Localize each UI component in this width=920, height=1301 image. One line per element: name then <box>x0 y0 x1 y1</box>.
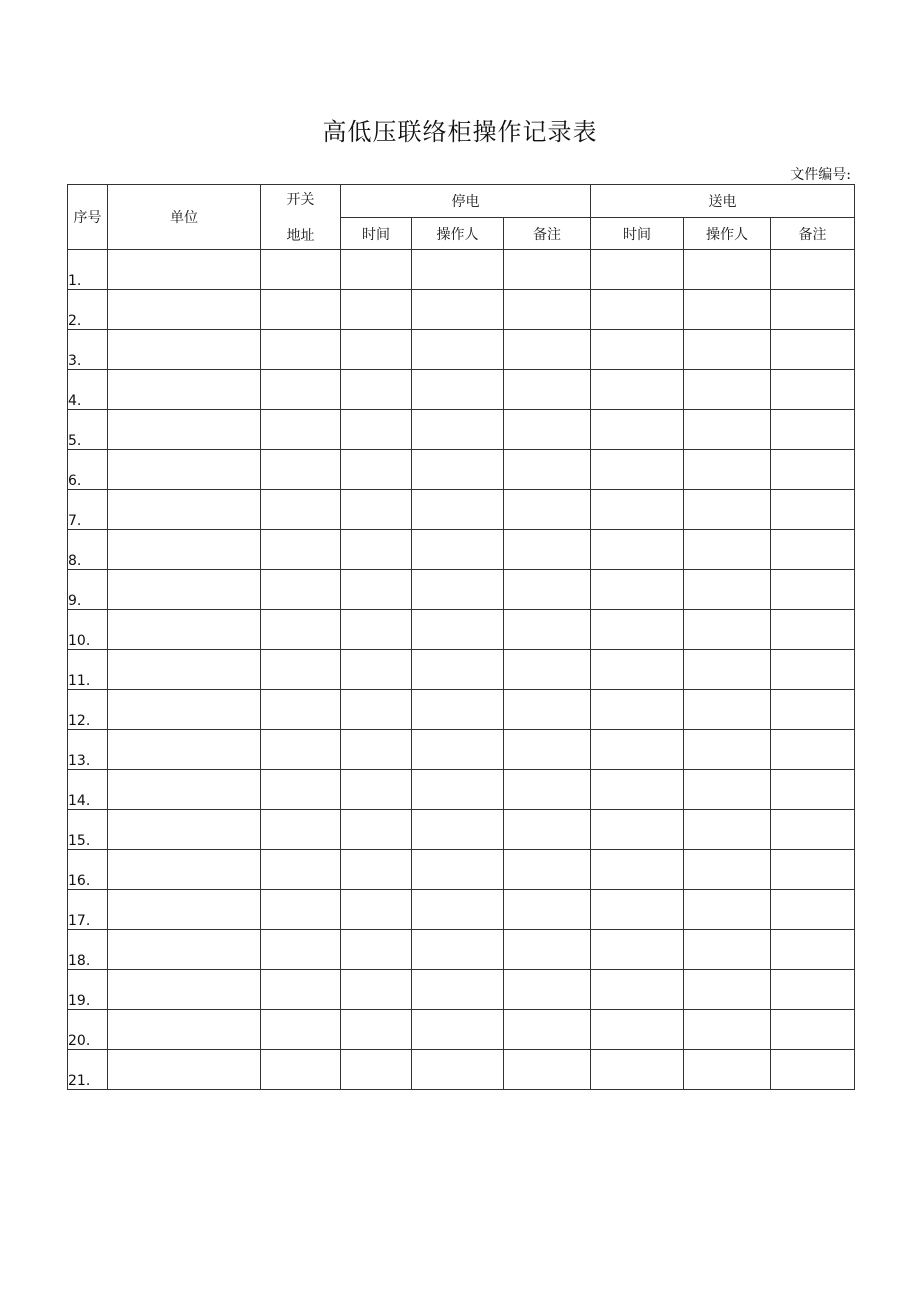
switch-address-cell[interactable] <box>261 290 341 330</box>
on-time-cell[interactable] <box>591 330 684 370</box>
row-number: 3. <box>68 330 108 370</box>
off-operator-cell[interactable] <box>412 1010 504 1050</box>
off-time-cell[interactable] <box>341 530 412 570</box>
off-operator-cell[interactable] <box>412 690 504 730</box>
row-number: 8. <box>68 530 108 570</box>
off-time-cell[interactable] <box>341 250 412 290</box>
header-on-remarks: 备注 <box>771 218 855 250</box>
on-time-cell[interactable] <box>591 530 684 570</box>
on-operator-cell[interactable] <box>684 570 771 610</box>
switch-address-cell[interactable] <box>261 810 341 850</box>
table-row <box>68 1050 855 1090</box>
on-operator-cell[interactable] <box>684 690 771 730</box>
header-seq: 序号 <box>68 185 108 250</box>
on-time-cell[interactable] <box>591 850 684 890</box>
off-remarks-cell[interactable] <box>504 650 591 690</box>
table-row <box>68 890 855 930</box>
on-remarks-cell[interactable] <box>771 850 855 890</box>
on-operator-cell[interactable] <box>684 330 771 370</box>
off-operator-cell[interactable] <box>412 490 504 530</box>
on-time-cell[interactable] <box>591 370 684 410</box>
off-remarks-cell[interactable] <box>504 290 591 330</box>
table-row <box>68 650 855 690</box>
unit-cell[interactable] <box>108 930 261 970</box>
off-remarks-cell[interactable] <box>504 1050 591 1090</box>
off-remarks-cell[interactable] <box>504 450 591 490</box>
on-time-cell[interactable] <box>591 610 684 650</box>
on-remarks-cell[interactable] <box>771 970 855 1010</box>
on-time-cell[interactable] <box>591 690 684 730</box>
on-remarks-cell[interactable] <box>771 530 855 570</box>
unit-cell[interactable] <box>108 370 261 410</box>
off-operator-cell[interactable] <box>412 930 504 970</box>
switch-address-cell[interactable] <box>261 890 341 930</box>
row-number: 20. <box>68 1010 108 1050</box>
off-remarks-cell[interactable] <box>504 930 591 970</box>
on-operator-cell[interactable] <box>684 450 771 490</box>
unit-cell[interactable] <box>108 530 261 570</box>
on-time-cell[interactable] <box>591 650 684 690</box>
off-operator-cell[interactable] <box>412 770 504 810</box>
on-remarks-cell[interactable] <box>771 410 855 450</box>
on-remarks-cell[interactable] <box>771 690 855 730</box>
header-power-off: 停电 <box>341 185 591 218</box>
off-time-cell[interactable] <box>341 570 412 610</box>
header-switch-line2: 地址 <box>286 228 315 244</box>
row-number: 10. <box>68 610 108 650</box>
on-remarks-cell[interactable] <box>771 330 855 370</box>
on-time-cell[interactable] <box>591 930 684 970</box>
off-time-cell[interactable] <box>341 330 412 370</box>
table-row <box>68 1010 855 1050</box>
on-operator-cell[interactable] <box>684 490 771 530</box>
row-number: 12. <box>68 690 108 730</box>
on-operator-cell[interactable] <box>684 410 771 450</box>
unit-cell[interactable] <box>108 450 261 490</box>
unit-cell[interactable] <box>108 330 261 370</box>
header-off-remarks: 备注 <box>504 218 591 250</box>
on-operator-cell[interactable] <box>684 530 771 570</box>
header-on-operator: 操作人 <box>684 218 771 250</box>
off-time-cell[interactable] <box>341 290 412 330</box>
on-operator-cell[interactable] <box>684 250 771 290</box>
table-row <box>68 370 855 410</box>
switch-address-cell[interactable] <box>261 370 341 410</box>
row-number: 5. <box>68 410 108 450</box>
table-row <box>68 770 855 810</box>
off-time-cell[interactable] <box>341 610 412 650</box>
on-operator-cell[interactable] <box>684 290 771 330</box>
on-remarks-cell[interactable] <box>771 770 855 810</box>
unit-cell[interactable] <box>108 290 261 330</box>
table-row <box>68 810 855 850</box>
table-row <box>68 290 855 330</box>
row-number: 7. <box>68 490 108 530</box>
switch-address-cell[interactable] <box>261 970 341 1010</box>
table-row <box>68 610 855 650</box>
off-operator-cell[interactable] <box>412 330 504 370</box>
on-time-cell[interactable] <box>591 570 684 610</box>
off-time-cell[interactable] <box>341 810 412 850</box>
off-time-cell[interactable] <box>341 770 412 810</box>
row-number: 11. <box>68 650 108 690</box>
on-operator-cell[interactable] <box>684 810 771 850</box>
on-operator-cell[interactable] <box>684 650 771 690</box>
unit-cell[interactable] <box>108 410 261 450</box>
on-remarks-cell[interactable] <box>771 890 855 930</box>
off-remarks-cell[interactable] <box>504 530 591 570</box>
off-remarks-cell[interactable] <box>504 570 591 610</box>
row-number: 13. <box>68 730 108 770</box>
row-number: 9. <box>68 570 108 610</box>
table-row <box>68 730 855 770</box>
on-time-cell[interactable] <box>591 410 684 450</box>
row-number: 4. <box>68 370 108 410</box>
off-operator-cell[interactable] <box>412 810 504 850</box>
off-time-cell[interactable] <box>341 490 412 530</box>
off-operator-cell[interactable] <box>412 610 504 650</box>
on-time-cell[interactable] <box>591 970 684 1010</box>
on-time-cell[interactable] <box>591 450 684 490</box>
off-remarks-cell[interactable] <box>504 770 591 810</box>
header-power-on: 送电 <box>591 185 855 218</box>
row-number: 14. <box>68 770 108 810</box>
switch-address-cell[interactable] <box>261 930 341 970</box>
document-number-label: 文件编号: <box>790 167 851 183</box>
off-operator-cell[interactable] <box>412 250 504 290</box>
off-operator-cell[interactable] <box>412 650 504 690</box>
off-time-cell[interactable] <box>341 650 412 690</box>
on-remarks-cell[interactable] <box>771 570 855 610</box>
off-operator-cell[interactable] <box>412 850 504 890</box>
switch-address-cell[interactable] <box>261 850 341 890</box>
on-remarks-cell[interactable] <box>771 370 855 410</box>
header-on-time: 时间 <box>591 218 684 250</box>
off-remarks-cell[interactable] <box>504 330 591 370</box>
unit-cell[interactable] <box>108 810 261 850</box>
unit-cell[interactable] <box>108 1010 261 1050</box>
on-time-cell[interactable] <box>591 250 684 290</box>
switch-address-cell[interactable] <box>261 410 341 450</box>
page-title: 高低压联络柜操作记录表 <box>322 118 598 146</box>
switch-address-cell[interactable] <box>261 250 341 290</box>
on-operator-cell[interactable] <box>684 730 771 770</box>
table-row <box>68 450 855 490</box>
table-row <box>68 970 855 1010</box>
table-row <box>68 570 855 610</box>
table-row <box>68 850 855 890</box>
off-time-cell[interactable] <box>341 410 412 450</box>
off-operator-cell[interactable] <box>412 730 504 770</box>
row-number: 16. <box>68 850 108 890</box>
on-remarks-cell[interactable] <box>771 930 855 970</box>
on-operator-cell[interactable] <box>684 370 771 410</box>
on-operator-cell[interactable] <box>684 770 771 810</box>
on-time-cell[interactable] <box>591 290 684 330</box>
on-time-cell[interactable] <box>591 1050 684 1090</box>
off-time-cell[interactable] <box>341 850 412 890</box>
on-time-cell[interactable] <box>591 490 684 530</box>
off-operator-cell[interactable] <box>412 410 504 450</box>
on-time-cell[interactable] <box>591 890 684 930</box>
switch-address-cell[interactable] <box>261 690 341 730</box>
switch-address-cell[interactable] <box>261 1010 341 1050</box>
switch-address-cell[interactable] <box>261 530 341 570</box>
row-number: 17. <box>68 890 108 930</box>
on-operator-cell[interactable] <box>684 890 771 930</box>
row-number: 6. <box>68 450 108 490</box>
off-remarks-cell[interactable] <box>504 890 591 930</box>
table-row <box>68 530 855 570</box>
on-time-cell[interactable] <box>591 770 684 810</box>
operation-record-table <box>67 184 855 1090</box>
off-remarks-cell[interactable] <box>504 1010 591 1050</box>
on-remarks-cell[interactable] <box>771 1010 855 1050</box>
table-row <box>68 930 855 970</box>
row-number: 1. <box>68 250 108 290</box>
off-remarks-cell[interactable] <box>504 250 591 290</box>
header-switch-line1: 开关 <box>286 192 315 208</box>
unit-cell[interactable] <box>108 970 261 1010</box>
on-operator-cell[interactable] <box>684 1050 771 1090</box>
on-remarks-cell[interactable] <box>771 290 855 330</box>
unit-cell[interactable] <box>108 650 261 690</box>
on-remarks-cell[interactable] <box>771 450 855 490</box>
unit-cell[interactable] <box>108 850 261 890</box>
on-time-cell[interactable] <box>591 810 684 850</box>
on-remarks-cell[interactable] <box>771 490 855 530</box>
row-number: 15. <box>68 810 108 850</box>
off-time-cell[interactable] <box>341 970 412 1010</box>
row-number: 21. <box>68 1050 108 1090</box>
off-time-cell[interactable] <box>341 930 412 970</box>
off-remarks-cell[interactable] <box>504 970 591 1010</box>
off-time-cell[interactable] <box>341 1050 412 1090</box>
row-number: 18. <box>68 930 108 970</box>
on-remarks-cell[interactable] <box>771 810 855 850</box>
table-row <box>68 690 855 730</box>
on-remarks-cell[interactable] <box>771 610 855 650</box>
off-time-cell[interactable] <box>341 370 412 410</box>
unit-cell[interactable] <box>108 690 261 730</box>
off-remarks-cell[interactable] <box>504 810 591 850</box>
on-remarks-cell[interactable] <box>771 730 855 770</box>
header-off-operator: 操作人 <box>412 218 504 250</box>
on-time-cell[interactable] <box>591 1010 684 1050</box>
switch-address-cell[interactable] <box>261 330 341 370</box>
off-operator-cell[interactable] <box>412 1050 504 1090</box>
off-time-cell[interactable] <box>341 1010 412 1050</box>
off-time-cell[interactable] <box>341 690 412 730</box>
unit-cell[interactable] <box>108 770 261 810</box>
off-operator-cell[interactable] <box>412 370 504 410</box>
on-remarks-cell[interactable] <box>771 250 855 290</box>
off-operator-cell[interactable] <box>412 970 504 1010</box>
off-remarks-cell[interactable] <box>504 610 591 650</box>
off-remarks-cell[interactable] <box>504 850 591 890</box>
off-remarks-cell[interactable] <box>504 690 591 730</box>
switch-address-cell[interactable] <box>261 730 341 770</box>
on-operator-cell[interactable] <box>684 1010 771 1050</box>
switch-address-cell[interactable] <box>261 490 341 530</box>
on-operator-cell[interactable] <box>684 610 771 650</box>
header-switch-address <box>261 185 341 250</box>
off-operator-cell[interactable] <box>412 570 504 610</box>
header-off-time: 时间 <box>341 218 412 250</box>
switch-address-cell[interactable] <box>261 450 341 490</box>
on-remarks-cell[interactable] <box>771 650 855 690</box>
on-remarks-cell[interactable] <box>771 1050 855 1090</box>
unit-cell[interactable] <box>108 1050 261 1090</box>
on-operator-cell[interactable] <box>684 850 771 890</box>
switch-address-cell[interactable] <box>261 650 341 690</box>
switch-address-cell[interactable] <box>261 610 341 650</box>
unit-cell[interactable] <box>108 490 261 530</box>
unit-cell[interactable] <box>108 610 261 650</box>
on-operator-cell[interactable] <box>684 970 771 1010</box>
off-time-cell[interactable] <box>341 730 412 770</box>
off-operator-cell[interactable] <box>412 290 504 330</box>
row-number: 19. <box>68 970 108 1010</box>
table-row <box>68 410 855 450</box>
off-operator-cell[interactable] <box>412 530 504 570</box>
off-operator-cell[interactable] <box>412 890 504 930</box>
table-row <box>68 250 855 290</box>
switch-address-cell[interactable] <box>261 570 341 610</box>
on-time-cell[interactable] <box>591 730 684 770</box>
off-time-cell[interactable] <box>341 890 412 930</box>
switch-address-cell[interactable] <box>261 770 341 810</box>
header-unit: 单位 <box>108 185 261 250</box>
table-row <box>68 330 855 370</box>
off-operator-cell[interactable] <box>412 450 504 490</box>
on-operator-cell[interactable] <box>684 930 771 970</box>
unit-cell[interactable] <box>108 570 261 610</box>
off-remarks-cell[interactable] <box>504 490 591 530</box>
unit-cell[interactable] <box>108 250 261 290</box>
off-remarks-cell[interactable] <box>504 730 591 770</box>
table-row <box>68 490 855 530</box>
row-number: 2. <box>68 290 108 330</box>
switch-address-cell[interactable] <box>261 1050 341 1090</box>
off-remarks-cell[interactable] <box>504 370 591 410</box>
off-remarks-cell[interactable] <box>504 410 591 450</box>
unit-cell[interactable] <box>108 890 261 930</box>
off-time-cell[interactable] <box>341 450 412 490</box>
unit-cell[interactable] <box>108 730 261 770</box>
